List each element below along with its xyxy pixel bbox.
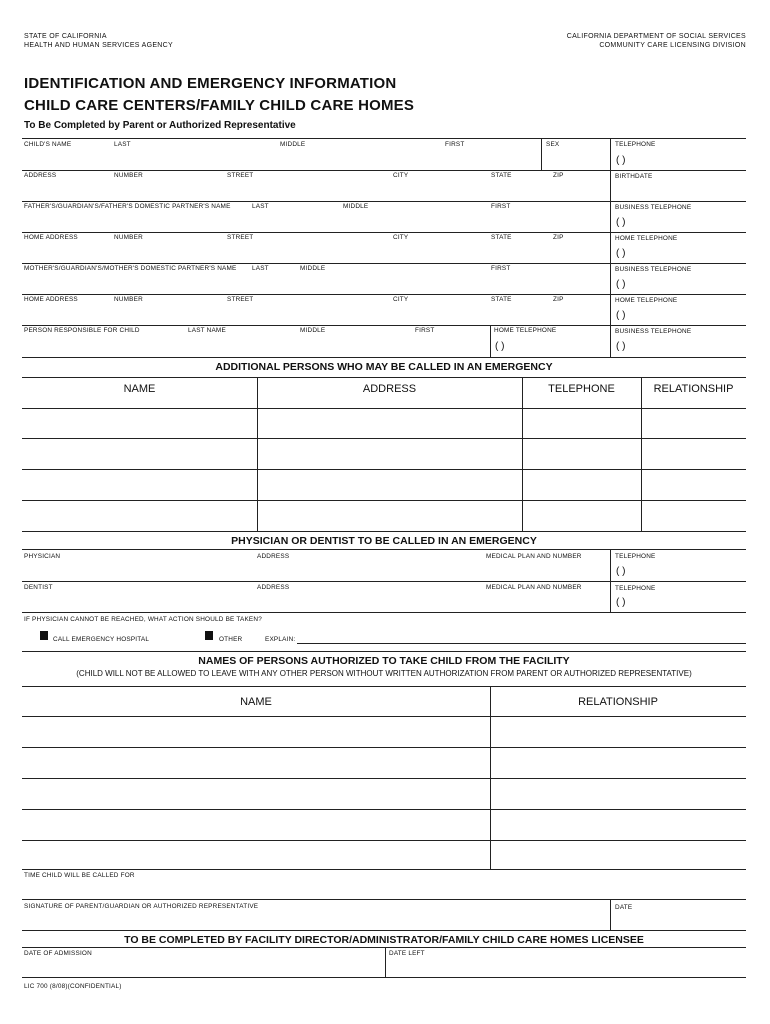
address-label: ADDRESS — [24, 172, 57, 179]
mother-home-address-field[interactable] — [24, 296, 78, 303]
birthdate-field[interactable] — [615, 173, 652, 180]
form-title-line2: CHILD CARE CENTERS/FAMILY CHILD CARE HOMES — [24, 97, 415, 114]
other-label: OTHER — [219, 636, 243, 643]
responsible-home-paren: ( ) — [495, 341, 505, 352]
father-business-paren: ( ) — [616, 217, 626, 228]
father-middle-label: MIDDLE — [343, 203, 369, 210]
responsible-business-paren: ( ) — [616, 341, 626, 352]
dentist-field[interactable] — [24, 584, 53, 591]
father-home-telephone-field[interactable] — [615, 235, 677, 242]
street-label: STREET — [227, 234, 254, 241]
explain-label: EXPLAIN: — [265, 636, 296, 643]
child-telephone-field[interactable] — [615, 141, 656, 148]
responsible-first-label: FIRST — [415, 327, 435, 334]
mother-business-telephone-field[interactable] — [615, 266, 691, 273]
father-first-label: FIRST — [491, 203, 511, 210]
mother-first-label: FIRST — [491, 265, 511, 272]
sex-label: SEX — [546, 141, 560, 148]
authorized-row[interactable] — [22, 748, 746, 777]
dentist-telephone-label: TELEPHONE — [615, 585, 656, 592]
physician-medical-plan-label: MEDICAL PLAN AND NUMBER — [486, 553, 582, 560]
zip-label: ZIP — [553, 172, 564, 179]
home-telephone-label: HOME TELEPHONE — [494, 327, 557, 334]
childs-name-label: CHILD'S NAME — [24, 141, 72, 148]
city-label: CITY — [393, 172, 409, 179]
authorized-row[interactable] — [22, 841, 746, 868]
form-title-line1: IDENTIFICATION AND EMERGENCY INFORMATION — [24, 75, 397, 92]
mother-business-paren: ( ) — [616, 279, 626, 290]
birthdate-label: BIRTHDATE — [615, 173, 653, 180]
business-telephone-label: BUSINESS TELEPHONE — [615, 328, 692, 335]
authorized-section-title: NAMES OF PERSONS AUTHORIZED TO TAKE CHILD FROM THE FACILITY — [198, 655, 570, 667]
home-address-label: HOME ADDRESS — [24, 296, 78, 303]
business-telephone-label: BUSINESS TELEPHONE — [615, 266, 692, 273]
child-telephone-paren: ( ) — [616, 155, 626, 166]
dentist-telephone-paren: ( ) — [616, 597, 626, 608]
date-left-field[interactable] — [389, 950, 425, 957]
physician-telephone-paren: ( ) — [616, 566, 626, 577]
physician-section-title: PHYSICIAN OR DENTIST TO BE CALLED IN AN EMERGENCY — [231, 535, 537, 547]
time-called-label: TIME CHILD WILL BE CALLED FOR — [24, 872, 135, 879]
zip-label: ZIP — [553, 234, 564, 241]
physician-field[interactable] — [24, 553, 60, 560]
department-label: CALIFORNIA DEPARTMENT OF SOCIAL SERVICES — [566, 33, 746, 40]
emergency-row[interactable] — [22, 439, 746, 468]
state-label: STATE OF CALIFORNIA — [24, 33, 107, 40]
division-label: COMMUNITY CARE LICENSING DIVISION — [599, 42, 746, 49]
state-label: STATE — [491, 296, 512, 303]
other-checkbox[interactable] — [205, 631, 213, 640]
father-last-label: LAST — [252, 203, 269, 210]
authorized-row[interactable] — [22, 779, 746, 808]
father-home-address-field[interactable] — [24, 234, 78, 241]
emergency-col-address: ADDRESS — [362, 383, 417, 395]
action-question: IF PHYSICIAN CANNOT BE REACHED, WHAT ACTION SHOULD BE TAKEN? — [24, 616, 262, 623]
home-address-label: HOME ADDRESS — [24, 234, 78, 241]
emergency-row[interactable] — [22, 470, 746, 499]
home-telephone-label: HOME TELEPHONE — [615, 297, 678, 304]
signature-label: SIGNATURE OF PARENT/GUARDIAN OR AUTHORIZED REPRESENTATIVE — [24, 903, 259, 910]
dentist-address-label: ADDRESS — [257, 584, 290, 591]
authorized-col-name: NAME — [240, 696, 272, 708]
physician-telephone-field[interactable] — [615, 553, 656, 560]
explain-input[interactable] — [297, 643, 746, 644]
responsible-business-telephone-field[interactable] — [615, 328, 691, 335]
mother-name-field[interactable] — [24, 265, 236, 272]
city-label: CITY — [393, 234, 409, 241]
mother-middle-label: MIDDLE — [300, 265, 326, 272]
number-label: NUMBER — [114, 296, 143, 303]
father-name-field[interactable] — [24, 203, 231, 210]
physician-label: PHYSICIAN — [24, 553, 61, 560]
father-name-label: FATHER'S/GUARDIAN'S/FATHER'S DOMESTIC PARTNER'S NAME — [24, 203, 231, 210]
father-business-telephone-field[interactable] — [615, 204, 691, 211]
emergency-col-relationship: RELATIONSHIP — [653, 383, 734, 395]
date-admission-label: DATE OF ADMISSION — [24, 950, 92, 957]
date-admission-field[interactable] — [24, 950, 92, 957]
home-telephone-label: HOME TELEPHONE — [615, 235, 678, 242]
call-hospital-label: CALL EMERGENCY HOSPITAL — [53, 636, 150, 643]
signature-date-label: DATE — [615, 904, 633, 911]
emergency-row[interactable] — [22, 409, 746, 438]
responsible-home-telephone-field[interactable] — [494, 327, 556, 334]
sex-field[interactable] — [546, 141, 559, 148]
child-middle-label: MIDDLE — [280, 141, 306, 148]
childs-name-field[interactable] — [24, 141, 71, 148]
child-last-label: LAST — [114, 141, 131, 148]
street-label: STREET — [227, 172, 254, 179]
person-responsible-field[interactable] — [24, 327, 140, 334]
form-subtitle: To Be Completed by Parent or Authorized Representative — [24, 120, 296, 131]
number-label: NUMBER — [114, 234, 143, 241]
state-label: STATE — [491, 172, 512, 179]
child-telephone-label: TELEPHONE — [615, 141, 656, 148]
child-address-field[interactable] — [24, 172, 56, 179]
responsible-middle-label: MIDDLE — [300, 327, 326, 334]
form-id: LIC 700 (8/08)(CONFIDENTIAL) — [24, 983, 122, 990]
agency-header-left — [24, 32, 173, 50]
child-first-label: FIRST — [445, 141, 465, 148]
authorized-row[interactable] — [22, 810, 746, 839]
mother-name-label: MOTHER'S/GUARDIAN'S/MOTHER'S DOMESTIC PARTNER'S NAME — [24, 265, 237, 272]
dentist-label: DENTIST — [24, 584, 53, 591]
emergency-col-telephone: TELEPHONE — [548, 383, 615, 395]
date-left-label: DATE LEFT — [389, 950, 425, 957]
dentist-telephone-field[interactable] — [615, 585, 656, 592]
authorized-row[interactable] — [22, 717, 746, 746]
street-label: STREET — [227, 296, 254, 303]
authorized-note: (CHILD WILL NOT BE ALLOWED TO LEAVE WITH ANY OTHER PERSON WITHOUT WRITTEN AUTHORIZATION FROM PARENT OR AUTHORIZED REPRESENTATIVE) — [76, 669, 692, 678]
city-label: CITY — [393, 296, 409, 303]
mother-home-paren: ( ) — [616, 310, 626, 321]
signature-field[interactable] — [24, 903, 258, 910]
time-called-field[interactable] — [24, 872, 135, 879]
facility-section-title: TO BE COMPLETED BY FACILITY DIRECTOR/ADMINISTRATOR/FAMILY CHILD CARE HOMES LICENSEE — [124, 934, 644, 946]
number-label: NUMBER — [114, 172, 143, 179]
business-telephone-label: BUSINESS TELEPHONE — [615, 204, 692, 211]
emergency-section-title: ADDITIONAL PERSONS WHO MAY BE CALLED IN AN EMERGENCY — [215, 361, 553, 373]
state-label: STATE — [491, 234, 512, 241]
mother-home-telephone-field[interactable] — [615, 297, 677, 304]
signature-date-field[interactable] — [615, 904, 632, 911]
zip-label: ZIP — [553, 296, 564, 303]
dentist-medical-plan-label: MEDICAL PLAN AND NUMBER — [486, 584, 582, 591]
last-name-label: LAST NAME — [188, 327, 226, 334]
emergency-col-name: NAME — [123, 383, 156, 395]
mother-last-label: LAST — [252, 265, 269, 272]
physician-address-label: ADDRESS — [257, 553, 290, 560]
physician-telephone-label: TELEPHONE — [615, 553, 656, 560]
agency-header-right — [567, 32, 746, 50]
person-responsible-label: PERSON RESPONSIBLE FOR CHILD — [24, 327, 140, 334]
authorized-col-relationship: RELATIONSHIP — [578, 696, 658, 708]
emergency-row[interactable] — [22, 501, 746, 530]
call-hospital-checkbox[interactable] — [40, 631, 48, 640]
agency-label: HEALTH AND HUMAN SERVICES AGENCY — [24, 42, 173, 49]
father-home-paren: ( ) — [616, 248, 626, 259]
